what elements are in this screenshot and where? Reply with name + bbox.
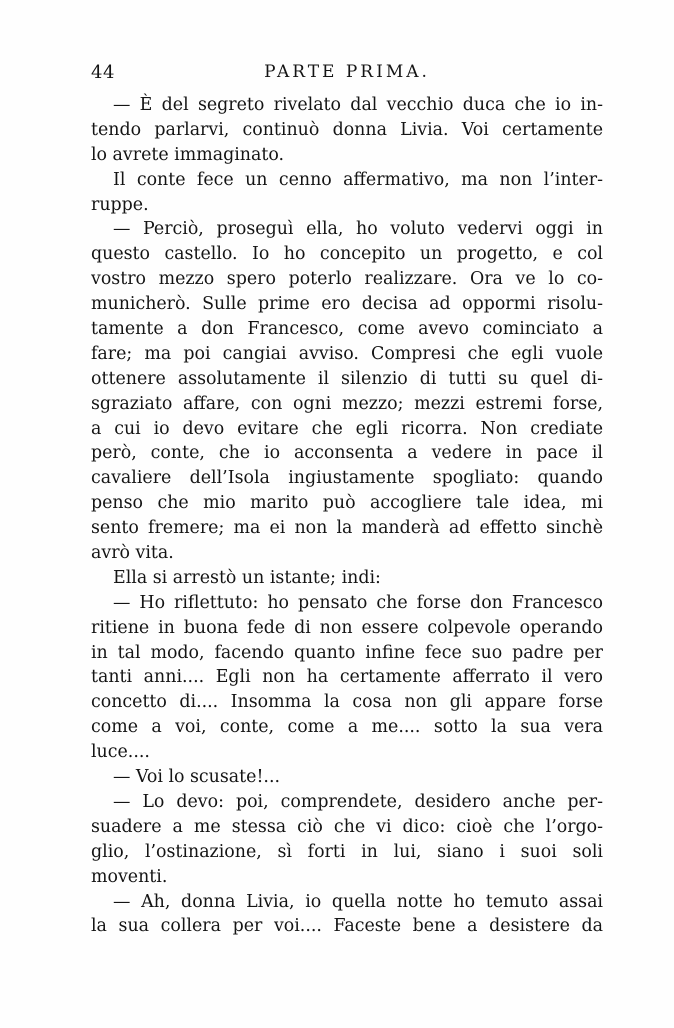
text-line: moventi. [91,866,168,887]
page-header [91,62,603,86]
text-line: però, conte, che io acconsenta a vedere in pace il [91,443,603,464]
text-line: — Ho riflettuto: ho pensato che forse don Francesco [113,592,603,613]
text-line: questo castello. Io ho concepito un progetto, e col [91,244,603,265]
text-line: suadere a me stessa ciò che vi dico: cioè che l’orgo- [91,816,603,837]
text-line: ruppe. [91,194,149,215]
body-text [91,93,603,939]
text-line: penso che mio marito può accogliere tale idea, mi [91,493,603,514]
text-line: Ella si arrestò un istante; indi: [113,567,381,588]
running-head: PARTE PRIMA. [264,62,430,82]
text-line: tendo parlarvi, continuò donna Livia. Voi certamente [91,119,603,140]
text-line: tanti anni.... Egli non ha certamente afferrato il vero [91,667,603,688]
text-line: municherò. Sulle prime ero decisa ad oppormi risolu- [91,294,603,315]
text-line: in tal modo, facendo quanto infine fece suo padre per [91,642,603,663]
text-line: ottenere assolutamente il silenzio di tutti su quel di- [91,368,603,389]
text-line: fare; ma poi cangiai avviso. Compresi che egli vuole [91,343,603,364]
text-line: concetto di.... Insomma la cosa non gli appare forse [91,692,603,713]
text-line: — Voi lo scusate!... [113,767,281,788]
text-line: cavaliere dell’Isola ingiustamente spogliato: quando [91,468,603,489]
text-line: Il conte fece un cenno affermativo, ma non l’inter- [113,169,603,190]
text-line: come a voi, conte, come a me.... sotto la sua vera [91,717,603,738]
text-line: — È del segreto rivelato dal vecchio duca che io in- [113,95,603,115]
text-line: luce.... [91,742,150,763]
text-line: sento fremere; ma ei non la manderà ad effetto sinchè [91,518,603,539]
text-line: — Perciò, proseguì ella, ho voluto vedervi oggi in [113,219,603,240]
page-number: 44 [91,62,115,83]
text-line: a cui io devo evitare che egli ricorra. Non crediate [91,418,603,439]
text-line: tamente a don Francesco, come avevo cominciato a [91,319,603,340]
text-line: ritiene in buona fede di non essere colpevole operando [91,617,603,638]
text-line: — Ah, donna Livia, io quella notte ho temuto assai [113,891,603,912]
text-line: vostro mezzo spero poterlo realizzare. Ora ve lo co- [91,269,603,290]
text-line: — Lo devo: poi, comprendete, desidero anche per- [113,791,603,812]
text-line: sgraziato affare, con ogni mezzo; mezzi estremi forse, [91,393,603,414]
text-line: glio, l’ostinazione, sì forti in lui, siano i suoi soli [91,841,603,862]
text-line: avrò vita. [91,543,174,564]
text-line: la sua collera per voi.... Faceste bene a desistere da [91,916,603,937]
text-line: lo avrete immaginato. [91,144,285,165]
